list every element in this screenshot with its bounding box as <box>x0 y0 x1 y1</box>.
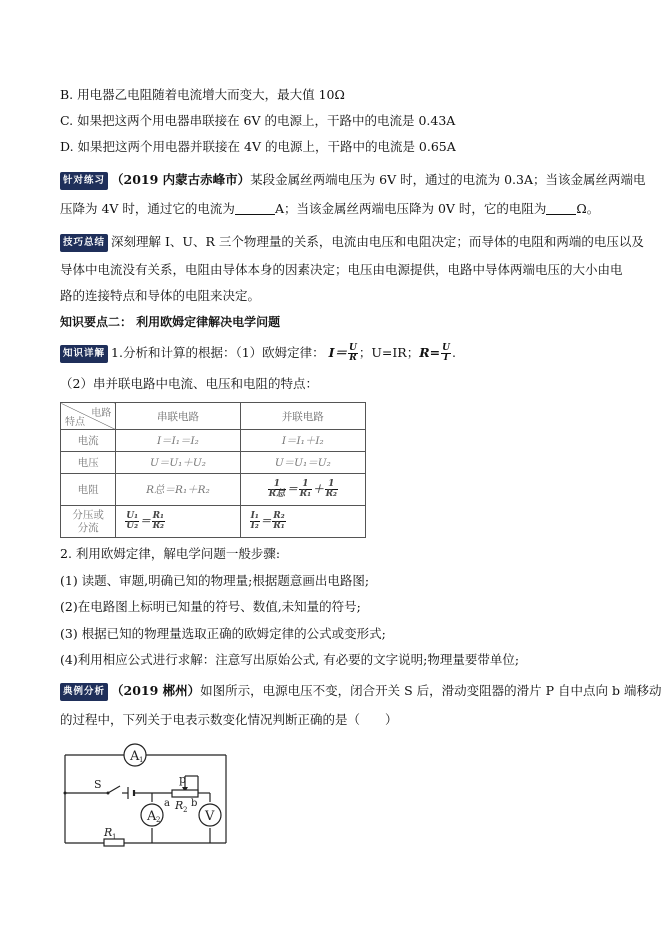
ammeter-a1-label: A <box>130 749 140 764</box>
step-2: (2)在电路图上标明已知量的符号、数值,未知量的符号; <box>60 599 361 614</box>
switch-contact <box>107 792 110 795</box>
svg-text:2: 2 <box>183 806 188 814</box>
circuit-diagram <box>60 740 240 855</box>
svg-text:2: 2 <box>156 816 161 824</box>
example-text-2: 的过程中，下列关于电表示数变化情况判断正确的是（ ） <box>60 712 398 727</box>
row-label-current: 电流 <box>61 430 116 452</box>
series-voltage: U＝U₁＋U₂ <box>116 452 240 474</box>
practice-line-2 <box>60 201 599 217</box>
switch-blade <box>108 786 120 793</box>
step-3: (3) 根据已知的物理量选取正确的欧姆定律的公式或变形式; <box>60 626 386 641</box>
ohm-law-formula: I＝ $\frac{U}{R}$ <box>328 343 357 363</box>
tips-text-1: 深刻理解 I、U、R 三个物理量的关系，电流由电压和电阻决定；而导体的电阻和两端的电压以及 <box>111 234 644 249</box>
option-b: B. 用电器乙电阻随着电流增大而变大，最大值 10Ω <box>60 87 345 102</box>
practice-badge: 针对练习 <box>60 172 108 190</box>
tips-text-3: 路的连接特点和导体的电阻来决定。 <box>60 288 261 303</box>
practice-text-2c: Ω。 <box>576 201 600 216</box>
svg-text:1: 1 <box>112 833 117 841</box>
table-header-row <box>61 403 366 430</box>
section-2-title: 知识要点二： 利用欧姆定律解决电学问题 <box>60 315 281 329</box>
tips-line-1 <box>60 234 644 252</box>
tips-text-2: 导体中电流没有关系，电阻由导体本身的因素决定；电压由电源提供，电路中导体两端电压的大小由电 <box>60 262 623 277</box>
knowledge-badge: 知识详解 <box>60 345 108 363</box>
rheostat-r2 <box>172 790 198 797</box>
knowledge-text: 1.分析和计算的根据：（1）欧姆定律： <box>111 345 325 360</box>
table-row <box>61 506 366 538</box>
practice-text-1: 某段金属丝两端电压为 6V 时，通过的电流为 0.3A；当该金属丝两端电 <box>250 172 646 187</box>
resistor-r1-label: R <box>104 826 113 839</box>
header-parallel: 并联电路 <box>240 403 365 430</box>
step-4: (4)利用相应公式进行求解：注意写出原始公式, 有必要的文字说明;物理量要带单位; <box>60 652 520 667</box>
practice-text-2a: 压降为 4V 时，通过它的电流为 <box>60 201 235 216</box>
voltmeter-label: V <box>205 809 215 824</box>
step-1: (1) 读题、审题,明确已知的物理量;根据题意画出电路图; <box>60 573 370 588</box>
table-row <box>61 430 366 452</box>
ammeter-a2-label: A <box>147 809 157 824</box>
steps-intro: 2. 利用欧姆定律，解电学问题一般步骤: <box>60 546 281 561</box>
row-label-resistance: 电阻 <box>61 474 116 506</box>
series-resistance: R总＝R₁＋R₂ <box>116 474 240 506</box>
table-row <box>61 474 366 506</box>
example-line-1 <box>60 683 661 701</box>
row-label-voltage: 电压 <box>61 452 116 474</box>
diagonal-header-cell: 电路 特点 <box>61 403 116 430</box>
junction-dot <box>64 792 67 795</box>
example-text-1: 如图所示，电源电压不变，闭合开关 S 后，滑动变阻器的滑片 P 自中点向 b 端移动 <box>200 683 661 698</box>
parallel-voltage: U＝U₁＝U₂ <box>240 452 365 474</box>
answer-blank-resistance[interactable] <box>546 202 576 215</box>
table-row <box>61 452 366 474</box>
header-series: 串联电路 <box>116 403 240 430</box>
rheostat-end-b: b <box>191 798 198 809</box>
knowledge-line: 知识详解 1.分析和计算的根据：（1）欧姆定律： I＝ $\frac{U}{R}$ ；U=IR；R= $\frac{U}{I}$ . <box>60 344 456 363</box>
practice-source: （2019 内蒙古赤峰市） <box>111 172 251 187</box>
circuit-comparison-table <box>60 402 366 538</box>
series-divider: $\frac{\text{U₁}}{\text{U₂}}$ ＝ $\frac{\text{R₁}}{\text{R₂}}$ <box>116 506 240 538</box>
svg-text:1: 1 <box>139 756 144 764</box>
resistance-formula: R= $\frac{U}{I}$ <box>419 343 450 363</box>
series-parallel-title: （2）串并联电路中电流、电压和电阻的特点： <box>60 376 318 391</box>
tips-badge: 技巧总结 <box>60 234 108 252</box>
row-label-divider: 分压或 分流 <box>61 506 116 538</box>
example-source: （2019 郴州） <box>111 683 201 698</box>
parallel-current: I＝I₁＋I₂ <box>240 430 365 452</box>
series-current: I＝I₁＝I₂ <box>116 430 240 452</box>
parallel-divider: $\frac{\text{I₁}}{\text{I₂}}$ ＝ $\frac{\text{R₂}}{\text{R₁}}$ <box>240 506 365 538</box>
example-badge: 典例分析 <box>60 683 108 701</box>
slider-label: p <box>179 773 187 786</box>
option-c: C. 如果把这两个用电器串联接在 6V 的电源上，干路中的电流是 0.43A <box>60 113 456 128</box>
option-d: D. 如果把这两个用电器并联接在 4V 的电源上，干路中的电流是 0.65A <box>60 139 456 154</box>
practice-text-2b: A；当该金属丝两端电压降为 0V 时，它的电阻为 <box>274 201 547 216</box>
practice-line-1 <box>60 172 645 190</box>
parallel-resistance: $\frac{1}{\text{R总}}$ ＝ $\frac{1}{\text{R₁}}$ ＋ $\frac{1}{\text{R₂}}$ <box>240 474 365 506</box>
rheostat-end-a: a <box>164 798 170 809</box>
formula-mid: ；U=IR； <box>358 345 420 360</box>
switch-label: S <box>94 778 102 791</box>
rheostat-label: R <box>175 799 184 812</box>
answer-blank-current[interactable] <box>235 202 275 215</box>
